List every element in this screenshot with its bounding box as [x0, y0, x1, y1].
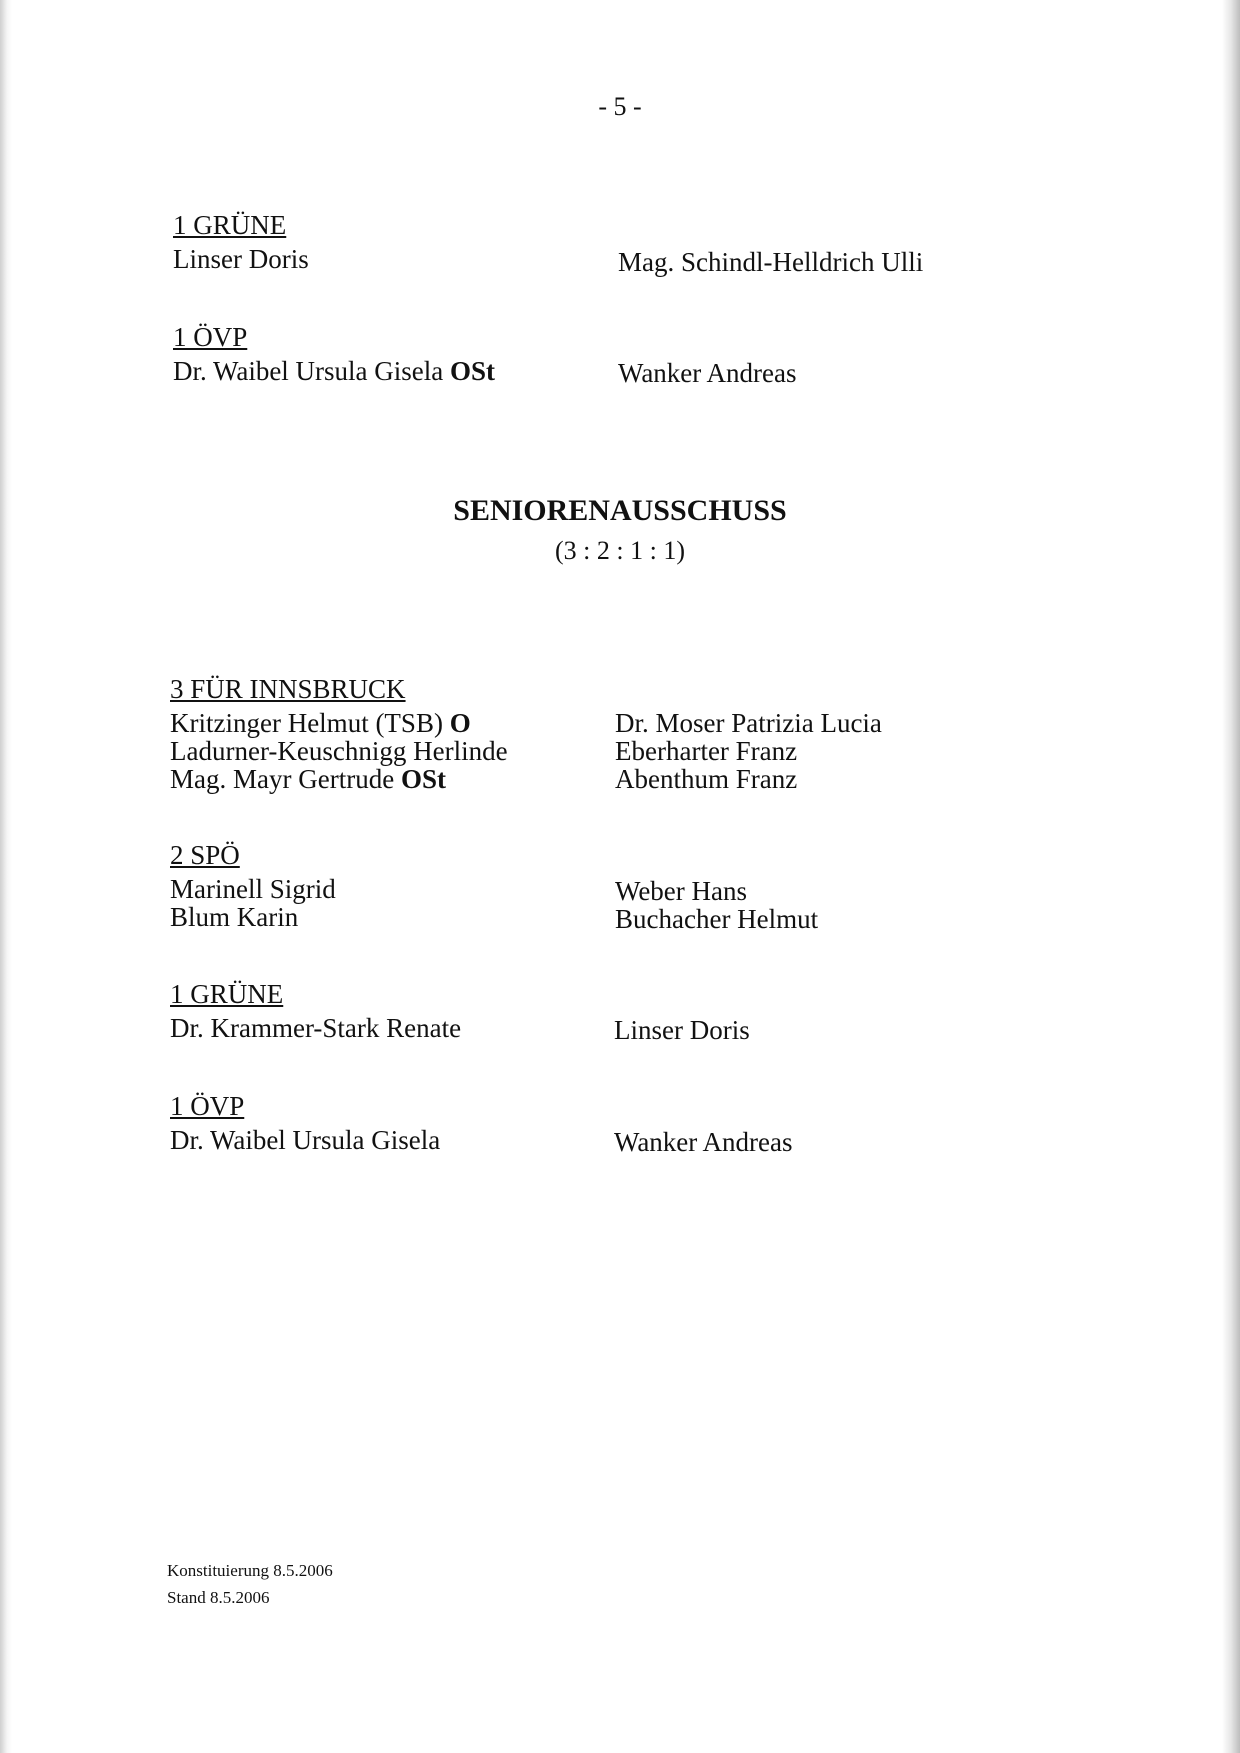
- member-left: Dr. Krammer-Stark Renate: [170, 1013, 462, 1043]
- group-spoe: [170, 840, 1070, 934]
- committee-title: SENIORENAUSSCHUSS: [453, 494, 787, 527]
- group-fuer-innsbruck: [170, 674, 1070, 792]
- member-right: Wanker Andreas: [618, 358, 797, 388]
- member-right: Abenthum Franz: [615, 764, 798, 794]
- party-heading: 1 ÖVP: [170, 1091, 245, 1121]
- member-left-mark: O: [449, 708, 471, 738]
- member-right: Linser Doris: [614, 1015, 750, 1045]
- member-right: Eberharter Franz: [615, 736, 798, 766]
- footer-note: [167, 1557, 333, 1611]
- footer-line: Konstituierung 8.5.2006: [167, 1561, 333, 1580]
- group-gruene-top: [173, 210, 1073, 277]
- member-left: Linser Doris: [173, 244, 309, 274]
- committee-ratio: (3 : 2 : 1 : 1): [555, 536, 685, 565]
- scan-edge-left: [0, 0, 12, 1753]
- member-left-mark: OSt: [450, 356, 496, 386]
- party-heading: 3 FÜR INNSBRUCK: [170, 674, 406, 704]
- member-left: [173, 356, 495, 386]
- group-oevp: [170, 1091, 1070, 1155]
- party-heading: 1 ÖVP: [173, 322, 248, 352]
- member-right: Mag. Schindl-Helldrich Ulli: [618, 247, 924, 277]
- member-row: [170, 1125, 1070, 1155]
- group-gruene: [170, 979, 1070, 1043]
- member-right: Weber Hans: [615, 876, 748, 906]
- member-left: Blum Karin: [170, 902, 299, 932]
- party-heading: 1 GRÜNE: [173, 210, 287, 240]
- member-left: Dr. Waibel Ursula Gisela: [170, 1125, 441, 1155]
- member-right: Buchacher Helmut: [615, 904, 819, 934]
- member-row: [170, 1013, 1070, 1043]
- party-heading: 1 GRÜNE: [170, 979, 284, 1009]
- member-row: [170, 874, 1070, 906]
- member-left-name: Kritzinger Helmut (TSB): [170, 708, 443, 738]
- page-number: - 5 -: [598, 92, 642, 121]
- member-right: Dr. Moser Patrizia Lucia: [615, 708, 882, 738]
- member-row: [170, 708, 1070, 736]
- member-left: [170, 764, 446, 794]
- member-left-name: Dr. Waibel Ursula Gisela: [173, 356, 444, 386]
- member-row: [173, 356, 1073, 386]
- member-left-mark: OSt: [400, 764, 446, 794]
- member-left-name: Mag. Mayr Gertrude: [170, 764, 395, 794]
- member-left: Marinell Sigrid: [170, 874, 336, 904]
- party-heading: 2 SPÖ: [170, 840, 240, 870]
- footer-line: Stand 8.5.2006: [167, 1588, 270, 1607]
- member-left: [170, 708, 471, 738]
- member-left: Ladurner-Keuschnigg Herlinde: [170, 736, 508, 766]
- member-row: [170, 736, 1070, 764]
- member-row: [170, 764, 1070, 792]
- member-right: Wanker Andreas: [614, 1127, 793, 1157]
- group-oevp-top: [173, 322, 1073, 386]
- scan-edge-right: [1222, 0, 1240, 1753]
- member-row: [173, 244, 1073, 277]
- member-row: [170, 902, 1070, 934]
